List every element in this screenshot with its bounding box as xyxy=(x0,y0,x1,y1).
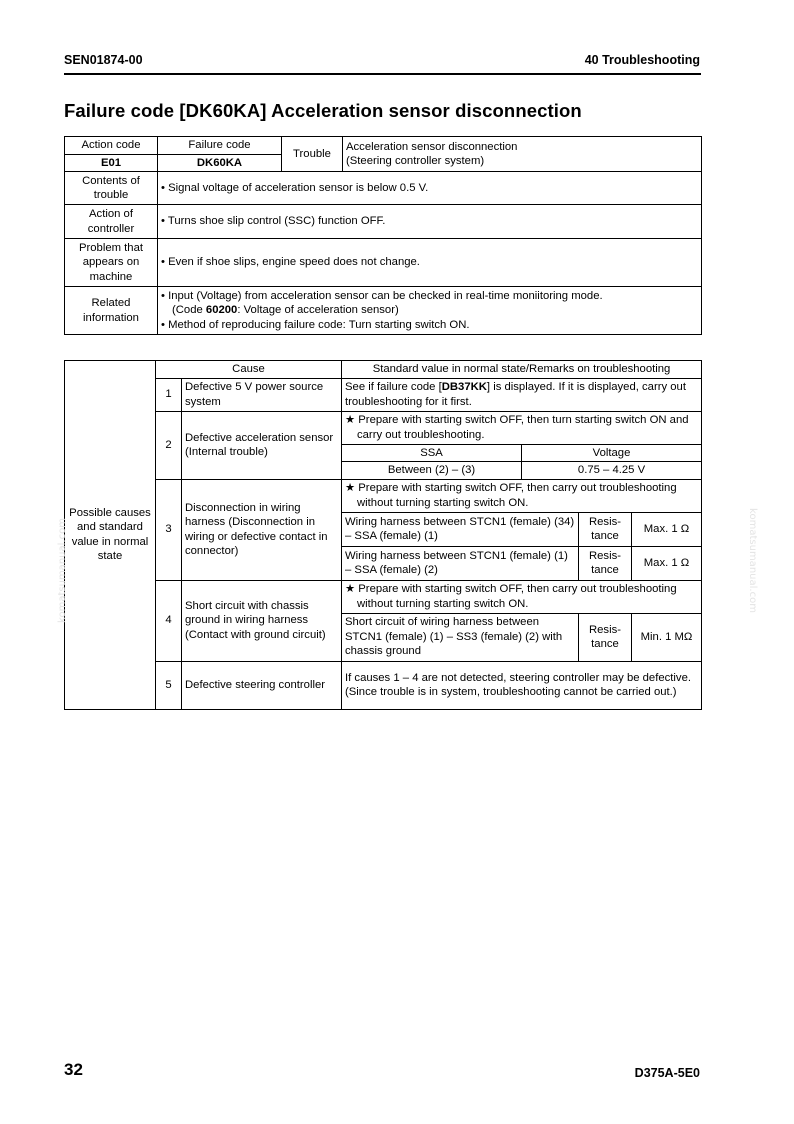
machine-model: D375A-5E0 xyxy=(634,1066,700,1080)
cause-2-text: Defective acceleration sensor (Internal trouble) xyxy=(182,411,342,479)
cause-4-number: 4 xyxy=(156,580,182,661)
action-code-value: E01 xyxy=(65,154,158,172)
page-number: 32 xyxy=(64,1060,83,1079)
failure-info-table xyxy=(64,136,702,335)
header-rule xyxy=(64,73,701,75)
watermark-left: komatsumanual.com xyxy=(56,518,68,623)
cause-2-column-connector: SSA xyxy=(342,444,522,462)
action-of-controller-text: • Turns shoe slip control (SSC) function OFF. xyxy=(158,205,702,239)
cause-4-text: Short circuit with chassis ground in wiring harness (Contact with ground circuit) xyxy=(182,580,342,661)
cause-4-remark: ★ Prepare with starting switch OFF, then carry out troubleshooting without turning starting switch ON. xyxy=(342,580,702,613)
action-code-label: Action code xyxy=(65,137,158,155)
trouble-line-2: (Steering controller system) xyxy=(346,155,485,167)
cause-header: Cause xyxy=(156,361,342,379)
cause-5-text: Defective steering controller xyxy=(182,661,342,709)
cause-2-number: 2 xyxy=(156,411,182,479)
trouble-line-1: Acceleration sensor disconnection xyxy=(346,140,518,153)
cause-2-measure-point: Between (2) – (3) xyxy=(342,462,522,480)
cause-3-remark: ★ Prepare with starting switch OFF, then carry out troubleshooting without turning starting switch ON. xyxy=(342,479,702,512)
related-item-1: • Input (Voltage) from acceleration sensor can be checked in real-time moniitoring mode. (Code 60200: Voltage of acceleration sensor) xyxy=(161,289,603,317)
trouble-label: Trouble xyxy=(282,137,343,172)
standard-value-header: Standard value in normal state/Remarks on troubleshooting xyxy=(342,361,702,379)
failure-code-label: Failure code xyxy=(158,137,282,155)
page-title: Failure code [DK60KA] Acceleration sensor disconnection xyxy=(64,100,582,121)
trouble-description xyxy=(343,137,702,172)
contents-text: • Signal voltage of acceleration sensor is below 0.5 V. xyxy=(158,172,702,205)
cause-3-check-1-item: Wiring harness between STCN1 (female) (34) – SSA (female) (1) xyxy=(342,512,579,546)
cause-3-check-2-item: Wiring harness between STCN1 (female) (1) – SSA (female) (2) xyxy=(342,546,579,580)
possible-causes-label: Possible causes and standard value in normal state xyxy=(65,361,156,710)
cause-1-remark: See if failure code [DB37KK] is displayed. If it is displayed, carry out troubleshooting for it first. xyxy=(342,378,702,411)
cause-2-voltage-value: 0.75 – 4.25 V xyxy=(522,462,702,480)
cause-5-remark: If causes 1 – 4 are not detected, steering controller may be defective. (Since trouble is in system, troubleshooting cannot be carried out.) xyxy=(342,661,702,709)
cause-2-column-voltage: Voltage xyxy=(522,444,702,462)
cause-3-check-2-type: Resis-tance xyxy=(579,546,632,580)
cause-5-number: 5 xyxy=(156,661,182,709)
cause-1-number: 1 xyxy=(156,378,182,411)
cause-2-remark: ★ Prepare with starting switch OFF, then turn starting switch ON and carry out troubleshooting. xyxy=(342,411,702,444)
related-item-2: • Method of reproducing failure code: Turn starting switch ON. xyxy=(161,318,470,331)
problem-text: • Even if shoe slips, engine speed does not change. xyxy=(158,239,702,287)
related-info-text xyxy=(158,287,702,335)
cause-3-text: Disconnection in wiring harness (Disconnection in wiring or defective contact in connector) xyxy=(182,479,342,580)
cause-4-check-1-type: Resis-tance xyxy=(579,613,632,661)
action-of-controller-label: Action of controller xyxy=(65,205,158,239)
watermark-right: komatsumanual.com xyxy=(746,508,758,613)
cause-4-check-1-value: Min. 1 MΩ xyxy=(632,613,702,661)
cause-3-check-1-type: Resis-tance xyxy=(579,512,632,546)
cause-3-check-2-value: Max. 1 Ω xyxy=(632,546,702,580)
contents-label: Contents of trouble xyxy=(65,172,158,205)
cause-3-check-1-value: Max. 1 Ω xyxy=(632,512,702,546)
cause-4-check-1-item: Short circuit of wiring harness between STCN1 (female) (1) – SS3 (female) (2) with chassis ground xyxy=(342,613,579,661)
section-title: 40 Troubleshooting xyxy=(584,53,700,67)
document-code: SEN01874-00 xyxy=(64,53,143,67)
failure-code-value: DK60KA xyxy=(158,154,282,172)
problem-label: Problem that appears on machine xyxy=(65,239,158,287)
related-info-label: Related information xyxy=(65,287,158,335)
cause-1-text: Defective 5 V power source system xyxy=(182,378,342,411)
cause-3-number: 3 xyxy=(156,479,182,580)
causes-table xyxy=(64,360,702,710)
